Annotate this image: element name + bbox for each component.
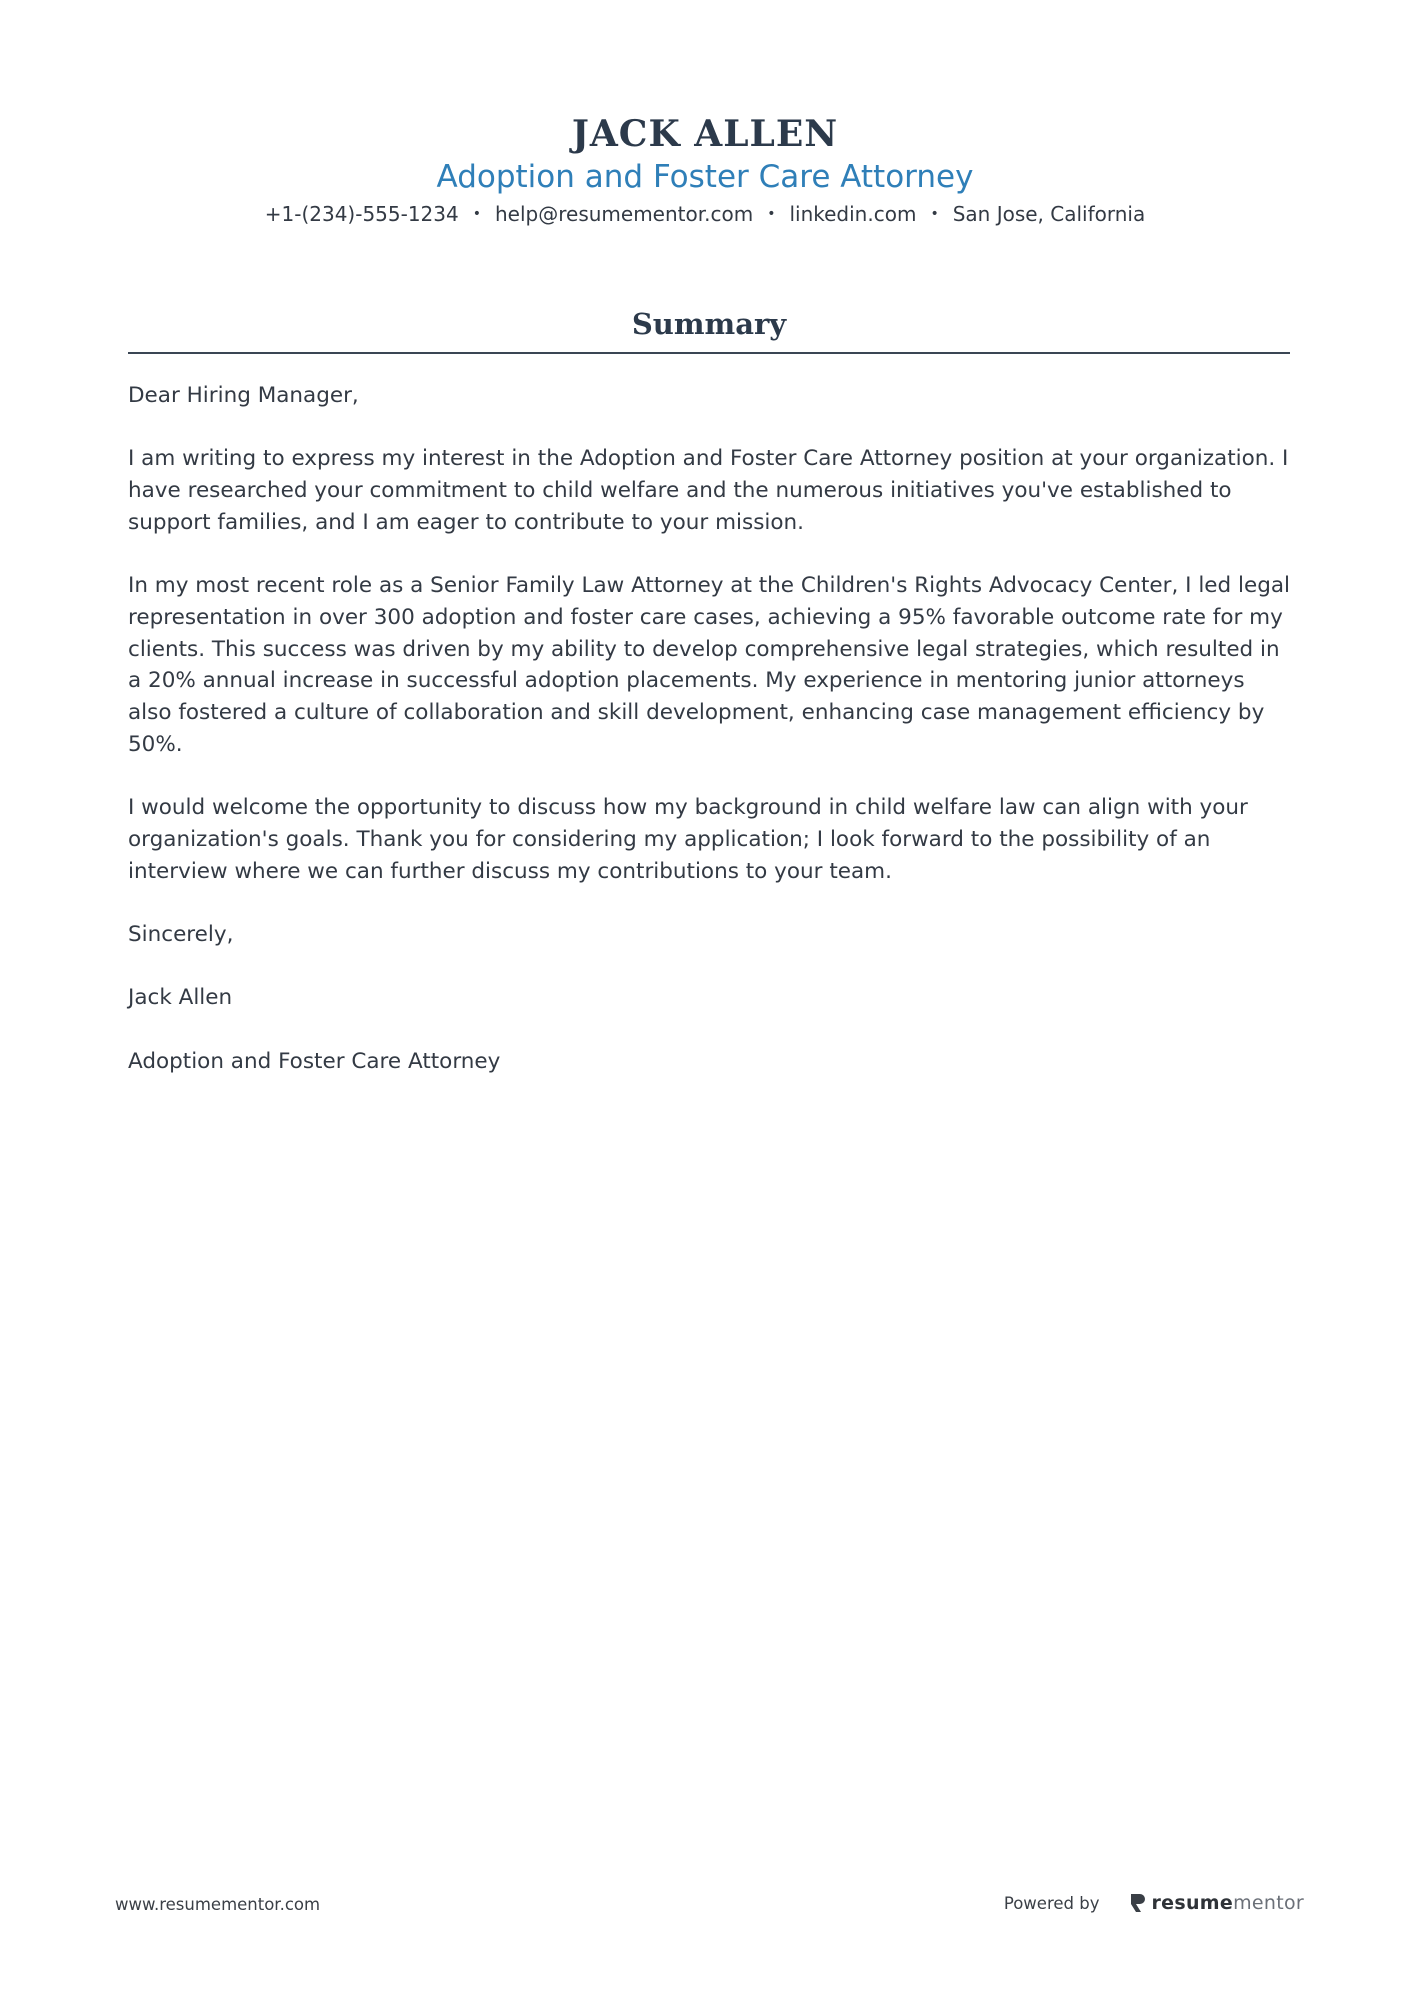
bullet-separator: • bbox=[767, 205, 776, 222]
contact-line bbox=[0, 200, 1410, 230]
letter-paragraph-3: I would welcome the opportunity to discuss how my background in child welfare law can align with your organization's goals. Thank you for considering my application; I look forward to the possibility of an interview where we can further discuss my contributions to your team. bbox=[128, 795, 1248, 884]
contact-email[interactable]: help@resumementor.com bbox=[495, 202, 754, 226]
signature-name: Jack Allen bbox=[128, 985, 233, 1011]
bullet-separator: • bbox=[930, 205, 939, 222]
applicant-name: JACK ALLEN bbox=[571, 113, 839, 155]
letter-greeting: Dear Hiring Manager, bbox=[128, 383, 359, 408]
footer-powered-by bbox=[1004, 1890, 1304, 1916]
powered-by-label: Powered by bbox=[1003, 1893, 1100, 1913]
letter-body bbox=[128, 380, 1290, 1109]
brand-word-mentor: mentor bbox=[1233, 1892, 1304, 1914]
brand-word-resume: resume bbox=[1151, 1892, 1234, 1914]
applicant-job-title: Adoption and Foster Care Attorney bbox=[436, 159, 974, 195]
signature-title: Adoption and Foster Care Attorney bbox=[128, 1048, 501, 1074]
letter-header bbox=[0, 112, 1410, 230]
resumementor-logo-icon bbox=[1129, 1892, 1147, 1914]
brand-wordmark bbox=[1151, 1892, 1304, 1914]
letter-paragraph-2: In my most recent role as a Senior Family Law Attorney at the Children's Rights Advocacy Center, I led legal representation in over 300 adoption and foster care cases, achieving a 95% favorable outcome rate for my clients. This success was driven by my ability to develop comprehensive legal strategies, which resulted in a 20% annual increase in successful adoption placements. My experience in mentoring junior attorneys also fostered a culture of collaboration and skill development, enhancing case management efficiency by 50%. bbox=[128, 573, 1291, 757]
contact-phone: +1-(234)-555-1234 bbox=[264, 202, 459, 226]
brand-logo[interactable] bbox=[1129, 1892, 1304, 1914]
letter-closing: Sincerely, bbox=[128, 921, 234, 947]
letter-paragraph-1: I am writing to express my interest in the Adoption and Foster Care Attorney position at your organization. I have researched your commitment to child welfare and the numerous initiatives you've established to support families, and I am eager to contribute to your mission. bbox=[128, 446, 1289, 535]
section-title-summary: Summary bbox=[631, 307, 787, 341]
footer-website[interactable]: www.resumementor.com bbox=[115, 1895, 321, 1914]
contact-location: San Jose, California bbox=[952, 202, 1146, 226]
contact-linkedin[interactable]: linkedin.com bbox=[789, 202, 917, 226]
section-divider bbox=[128, 352, 1290, 354]
bullet-separator: • bbox=[472, 205, 481, 222]
